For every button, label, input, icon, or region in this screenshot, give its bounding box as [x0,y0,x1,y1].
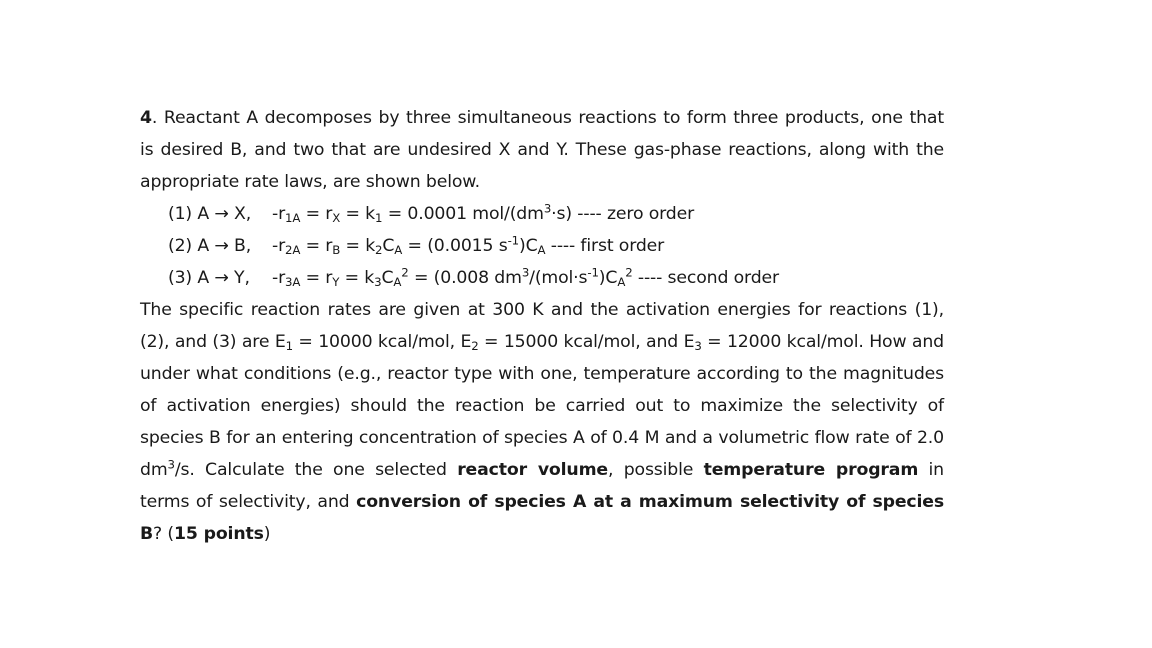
intro-text: . Reactant A decomposes by three simultaneous reactions to form three products, one that is desired B, and two that are undesired X and Y. These gas-phase reactions, along with the appropriate rate laws, are shown below. [140,108,944,192]
reaction-2-label: (2) A → B, [168,236,252,256]
problem-question: The specific reaction rates are given at 300 K and the activation energies for reactions (1), (2), and (3) are $E_1 = 10000$ kcal/mol, $E_2 = 15000$ kcal/mol, and $E_3 = 12000$ kcal/mol. How and under what conditions (e.g., reactor type with one, temperature according to the magnitudes of activation energies) should the reaction be carried out to maximize the selectivity of species B for an entering concentration of species A of 0.4 M and a volumetric flow rate of 2.0 $dm^3/s$. Calculate the one selected reactor volume, possible temperature program in terms of selectivity, and conversion of species A at a maximum selectivity of species B? (15 points) [140,300,944,544]
reaction-1: (1) A → X, $-r_{1A} = r_X = k_1 = 0.0001$ mol/$(dm^3\cdot s)$ ---- zero order [140,198,944,230]
points-value: 15 points [174,524,264,544]
conversion-term: conversion of species A at a maximum selectivity of species B [140,492,944,544]
problem-4 [140,102,944,550]
reaction-2-order: ---- first order [545,236,665,256]
reaction-3-label: (3) A → Y, [168,268,250,288]
reaction-1-order: ---- zero order [571,204,695,224]
reaction-1-label: (1) A → X, [168,204,252,224]
reaction-3: (3) A → Y, $-r_{3A} = r_Y = k_3C_A^2 = (0.008$ $dm^3/(mol\cdot s^{-1})C_A^2$ ---- second order [140,262,944,294]
reaction-3-order: ---- second order [632,268,779,288]
problem-number: 4 [140,108,152,128]
problem-intro [140,102,944,198]
reactor-volume-term: reactor volume [457,460,609,480]
temperature-program-term: temperature program [703,460,919,480]
reaction-2: (2) A → B, $-r_{2A} = r_B = k_2C_A = (0.0015$ $s^{-1})C_A$ ---- first order [140,230,944,262]
